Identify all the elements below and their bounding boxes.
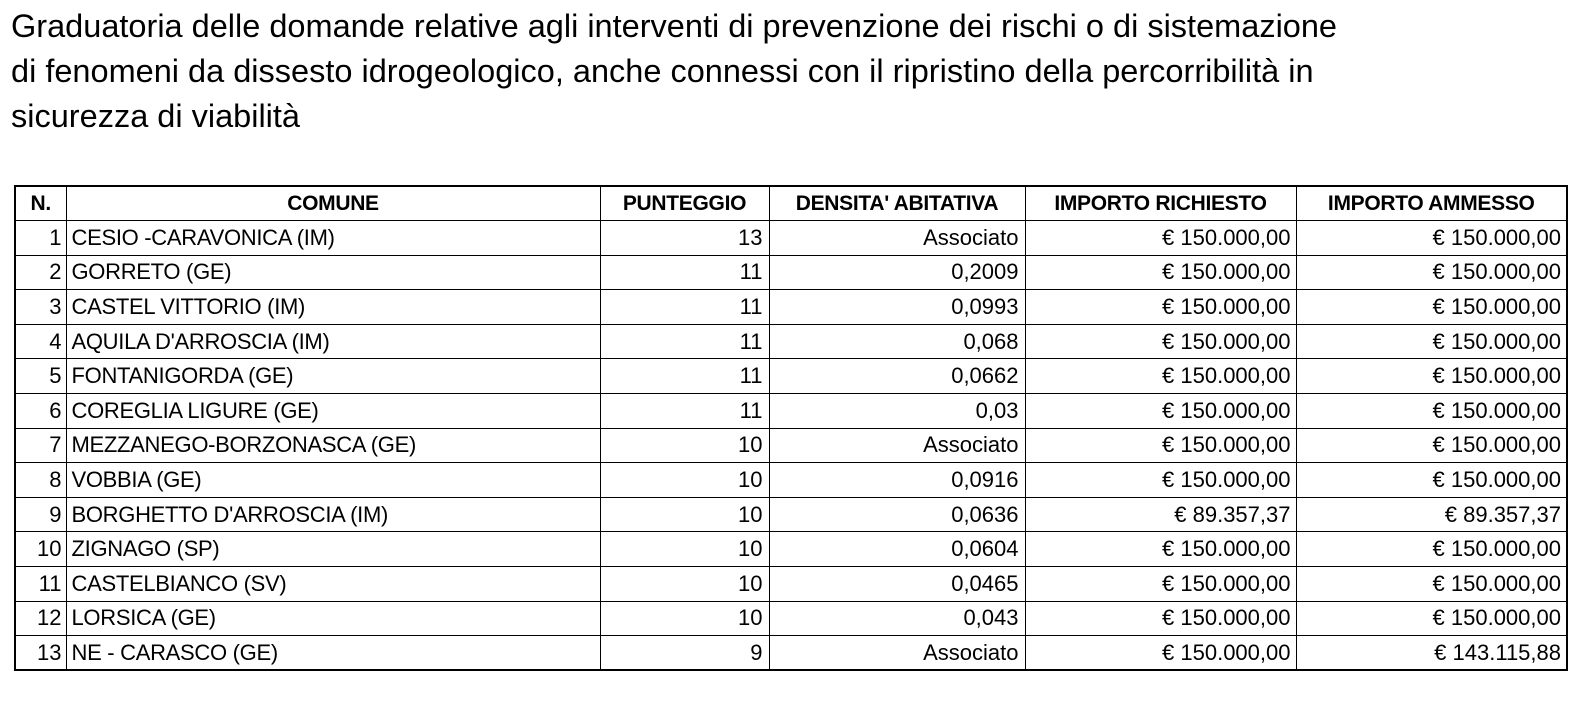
cell-densita-abitativa: 0,2009 [769,255,1025,290]
cell-punteggio: 11 [600,290,769,325]
title-line-3: sicurezza di viabilità [11,98,301,134]
cell-n: 7 [15,428,66,463]
cell-importo-ammesso: € 150.000,00 [1296,567,1567,602]
cell-importo-ammesso: € 150.000,00 [1296,255,1567,290]
ranking-table [14,185,1568,671]
table-row [15,290,1567,325]
cell-densita-abitativa: 0,03 [769,394,1025,429]
cell-densita-abitativa: 0,0916 [769,463,1025,498]
cell-importo-richiesto: € 150.000,00 [1025,324,1296,359]
cell-densita-abitativa: Associato [769,221,1025,256]
cell-n: 3 [15,290,66,325]
cell-punteggio: 10 [600,567,769,602]
header-importo-richiesto: IMPORTO RICHIESTO [1025,186,1296,221]
cell-importo-ammesso: € 150.000,00 [1296,324,1567,359]
cell-importo-richiesto: € 150.000,00 [1025,463,1296,498]
header-densita-abitativa: DENSITA' ABITATIVA [769,186,1025,221]
cell-importo-richiesto: € 150.000,00 [1025,601,1296,636]
cell-importo-richiesto: € 150.000,00 [1025,290,1296,325]
cell-n: 1 [15,221,66,256]
table-row [15,324,1567,359]
cell-importo-richiesto: € 150.000,00 [1025,567,1296,602]
title-line-1: Graduatoria delle domande relative agli interventi di prevenzione dei rischi o di sistemazione [11,8,1338,44]
cell-importo-ammesso: € 89.357,37 [1296,497,1567,532]
document-title [11,4,1579,139]
cell-importo-richiesto: € 150.000,00 [1025,636,1296,671]
cell-punteggio: 10 [600,428,769,463]
cell-densita-abitativa: Associato [769,636,1025,671]
table-row [15,394,1567,429]
cell-densita-abitativa: Associato [769,428,1025,463]
cell-comune: CESIO -CARAVONICA (IM) [66,221,600,256]
cell-comune: LORSICA (GE) [66,601,600,636]
cell-importo-richiesto: € 150.000,00 [1025,394,1296,429]
cell-comune: CASTELBIANCO (SV) [66,567,600,602]
cell-importo-richiesto: € 150.000,00 [1025,428,1296,463]
cell-importo-ammesso: € 150.000,00 [1296,463,1567,498]
header-punteggio: PUNTEGGIO [600,186,769,221]
cell-comune: CASTEL VITTORIO (IM) [66,290,600,325]
cell-punteggio: 10 [600,601,769,636]
cell-n: 5 [15,359,66,394]
header-comune: COMUNE [66,186,600,221]
cell-punteggio: 10 [600,463,769,498]
cell-importo-ammesso: € 150.000,00 [1296,290,1567,325]
cell-punteggio: 11 [600,359,769,394]
cell-n: 8 [15,463,66,498]
cell-comune: VOBBIA (GE) [66,463,600,498]
cell-n: 2 [15,255,66,290]
table-row [15,497,1567,532]
cell-importo-richiesto: € 150.000,00 [1025,532,1296,567]
cell-n: 13 [15,636,66,671]
cell-n: 12 [15,601,66,636]
cell-punteggio: 13 [600,221,769,256]
cell-importo-richiesto: € 89.357,37 [1025,497,1296,532]
cell-importo-ammesso: € 150.000,00 [1296,601,1567,636]
cell-comune: NE - CARASCO (GE) [66,636,600,671]
cell-comune: FONTANIGORDA (GE) [66,359,600,394]
cell-comune: BORGHETTO D'ARROSCIA (IM) [66,497,600,532]
cell-punteggio: 11 [600,394,769,429]
cell-importo-ammesso: € 150.000,00 [1296,221,1567,256]
cell-densita-abitativa: 0,068 [769,324,1025,359]
cell-importo-richiesto: € 150.000,00 [1025,221,1296,256]
cell-importo-ammesso: € 150.000,00 [1296,359,1567,394]
cell-densita-abitativa: 0,043 [769,601,1025,636]
cell-importo-ammesso: € 150.000,00 [1296,532,1567,567]
cell-comune: ZIGNAGO (SP) [66,532,600,567]
cell-punteggio: 11 [600,255,769,290]
cell-densita-abitativa: 0,0662 [769,359,1025,394]
cell-punteggio: 10 [600,532,769,567]
cell-densita-abitativa: 0,0636 [769,497,1025,532]
header-importo-ammesso: IMPORTO AMMESSO [1296,186,1567,221]
cell-importo-richiesto: € 150.000,00 [1025,255,1296,290]
table-row [15,601,1567,636]
cell-punteggio: 11 [600,324,769,359]
table-row [15,567,1567,602]
cell-n: 11 [15,567,66,602]
cell-n: 4 [15,324,66,359]
cell-comune: COREGLIA LIGURE (GE) [66,394,600,429]
table-row [15,463,1567,498]
cell-punteggio: 10 [600,497,769,532]
title-line-2: di fenomeni da dissesto idrogeologico, anche connessi con il ripristino della percorribilità in [11,53,1314,89]
header-n: N. [15,186,66,221]
cell-densita-abitativa: 0,0465 [769,567,1025,602]
cell-importo-ammesso: € 150.000,00 [1296,394,1567,429]
cell-densita-abitativa: 0,0604 [769,532,1025,567]
table-row [15,359,1567,394]
table-header-row [15,186,1567,221]
cell-punteggio: 9 [600,636,769,671]
table-row [15,221,1567,256]
cell-importo-ammesso: € 150.000,00 [1296,428,1567,463]
cell-comune: GORRETO (GE) [66,255,600,290]
cell-n: 10 [15,532,66,567]
cell-importo-ammesso: € 143.115,88 [1296,636,1567,671]
cell-densita-abitativa: 0,0993 [769,290,1025,325]
table-body [15,221,1567,671]
cell-comune: AQUILA D'ARROSCIA (IM) [66,324,600,359]
cell-n: 9 [15,497,66,532]
table-row [15,532,1567,567]
table-row [15,255,1567,290]
cell-comune: MEZZANEGO-BORZONASCA (GE) [66,428,600,463]
cell-importo-richiesto: € 150.000,00 [1025,359,1296,394]
table-row [15,636,1567,671]
cell-n: 6 [15,394,66,429]
table-row [15,428,1567,463]
